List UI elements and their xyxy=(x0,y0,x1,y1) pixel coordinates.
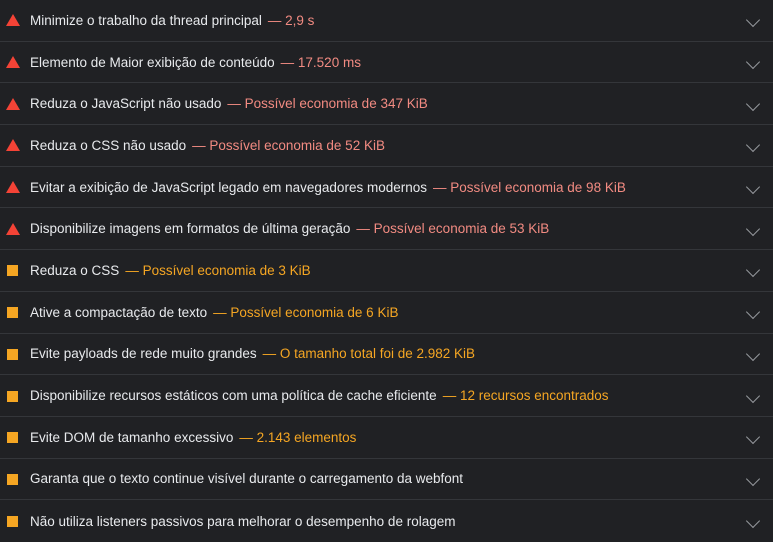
orange-square-icon xyxy=(6,347,20,361)
audit-title: Elemento de Maior exibição de conteúdo xyxy=(30,54,275,70)
chevron-down-icon[interactable] xyxy=(745,345,763,363)
audit-title: Disponibilize imagens em formatos de última geração xyxy=(30,221,351,237)
audit-display-value: — 2,9 s xyxy=(267,12,315,28)
chevron-down-icon[interactable] xyxy=(745,512,763,530)
audit-title: Reduza o JavaScript não usado xyxy=(30,96,222,112)
audit-row[interactable] xyxy=(0,500,773,542)
audit-display-value: — 17.520 ms xyxy=(280,54,361,70)
audit-title: Reduza o CSS xyxy=(30,262,120,278)
audit-display-value: — Possível economia de 6 KiB xyxy=(213,304,399,320)
chevron-down-icon[interactable] xyxy=(745,136,763,154)
audit-title: Disponibilize recursos estáticos com uma política de cache eficiente xyxy=(30,388,437,404)
audit-title: Evite DOM de tamanho excessivo xyxy=(30,429,234,445)
chevron-down-icon[interactable] xyxy=(745,53,763,71)
audit-row[interactable] xyxy=(0,0,773,42)
audit-row[interactable] xyxy=(0,459,773,501)
orange-square-icon xyxy=(6,472,20,486)
orange-square-icon xyxy=(6,514,20,528)
orange-square-icon xyxy=(6,305,20,319)
audit-title: Minimize o trabalho da thread principal xyxy=(30,12,262,28)
red-triangle-icon xyxy=(6,222,20,236)
audit-row[interactable] xyxy=(0,250,773,292)
orange-square-icon xyxy=(6,263,20,277)
audit-row[interactable] xyxy=(0,83,773,125)
audit-title: Não utiliza listeners passivos para melhorar o desempenho de rolagem xyxy=(30,513,456,529)
audit-title: Evite payloads de rede muito grandes xyxy=(30,346,257,362)
orange-square-icon xyxy=(6,430,20,444)
audit-row[interactable] xyxy=(0,208,773,250)
audit-display-value: — 2.143 elementos xyxy=(239,429,357,445)
chevron-down-icon[interactable] xyxy=(745,95,763,113)
audit-title: Garanta que o texto continue visível durante o carregamento da webfont xyxy=(30,471,464,487)
audit-row[interactable] xyxy=(0,292,773,334)
audit-display-value: — 12 recursos encontrados xyxy=(442,388,609,404)
audit-display-value: — Possível economia de 347 KiB xyxy=(227,96,428,112)
red-triangle-icon xyxy=(6,13,20,27)
audit-display-value: — Possível economia de 98 KiB xyxy=(432,179,626,195)
chevron-down-icon[interactable] xyxy=(745,178,763,196)
red-triangle-icon xyxy=(6,55,20,69)
chevron-down-icon[interactable] xyxy=(745,220,763,238)
audit-row[interactable] xyxy=(0,334,773,376)
audit-row[interactable] xyxy=(0,125,773,167)
audit-display-value: — Possível economia de 52 KiB xyxy=(192,137,385,153)
audit-display-value: — Possível economia de 3 KiB xyxy=(125,262,311,278)
red-triangle-icon xyxy=(6,138,20,152)
audit-title: Ative a compactação de texto xyxy=(30,304,208,320)
chevron-down-icon[interactable] xyxy=(745,261,763,279)
audit-title: Evitar a exibição de JavaScript legado em navegadores modernos xyxy=(30,179,427,195)
red-triangle-icon xyxy=(6,97,20,111)
audit-row[interactable] xyxy=(0,167,773,209)
audit-display-value: — Possível economia de 53 KiB xyxy=(356,221,550,237)
chevron-down-icon[interactable] xyxy=(745,303,763,321)
orange-square-icon xyxy=(6,389,20,403)
audit-row[interactable] xyxy=(0,42,773,84)
audit-display-value: — O tamanho total foi de 2.982 KiB xyxy=(262,346,476,362)
audit-row[interactable] xyxy=(0,375,773,417)
chevron-down-icon[interactable] xyxy=(745,11,763,29)
chevron-down-icon[interactable] xyxy=(745,470,763,488)
audit-title: Reduza o CSS não usado xyxy=(30,137,187,153)
audit-row[interactable] xyxy=(0,417,773,459)
chevron-down-icon[interactable] xyxy=(745,428,763,446)
chevron-down-icon[interactable] xyxy=(745,387,763,405)
red-triangle-icon xyxy=(6,180,20,194)
